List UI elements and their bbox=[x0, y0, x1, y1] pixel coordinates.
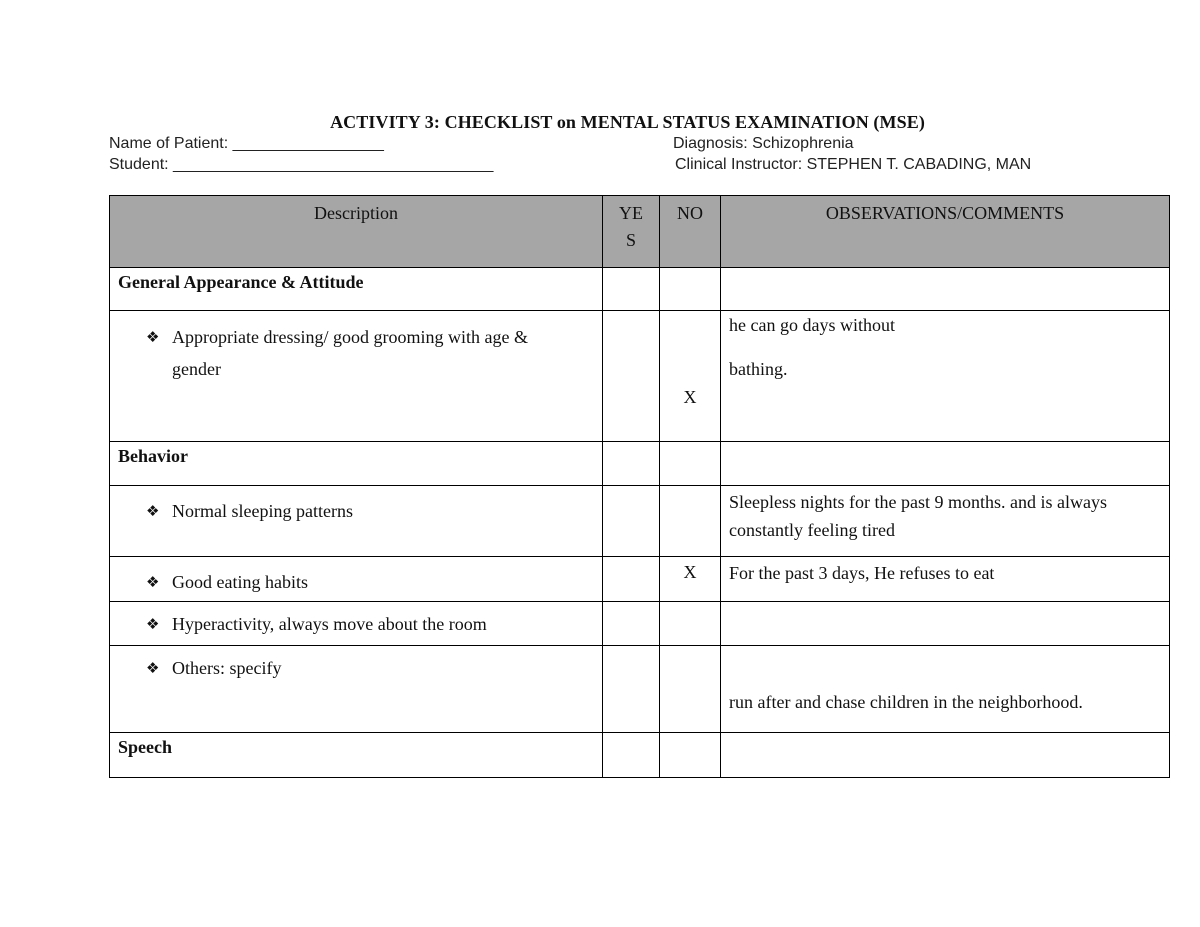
no-cell bbox=[660, 646, 721, 733]
section-row-behavior bbox=[110, 442, 1170, 486]
item-label: ❖ Hyperactivity, always move about the room bbox=[110, 602, 603, 646]
diagnosis-field: Diagnosis: Schizophrenia bbox=[673, 135, 854, 152]
section-label: Behavior bbox=[110, 442, 603, 486]
observations-header: OBSERVATIONS/COMMENTS bbox=[721, 196, 1170, 268]
item-label: ❖ Appropriate dressing/ good grooming with age & gender bbox=[110, 311, 603, 442]
header-row bbox=[110, 196, 1170, 268]
item-label: ❖ Good eating habits bbox=[110, 557, 603, 602]
yes-cell bbox=[603, 646, 660, 733]
yes-cell bbox=[603, 311, 660, 442]
diamond-bullet-icon: ❖ bbox=[146, 328, 160, 346]
item-label: ❖ Others: specify bbox=[110, 646, 603, 733]
document-title: ACTIVITY 3: CHECKLIST on MENTAL STATUS EXAMINATION (MSE) bbox=[330, 112, 925, 132]
item-row-sleeping bbox=[110, 486, 1170, 557]
item-label: ❖ Normal sleeping patterns bbox=[110, 486, 603, 557]
section-row-speech bbox=[110, 733, 1170, 778]
no-cell bbox=[660, 486, 721, 557]
clinical-instructor-field: Clinical Instructor: STEPHEN T. CABADING, MAN bbox=[675, 156, 1032, 173]
diamond-bullet-icon: ❖ bbox=[146, 502, 160, 520]
no-cell bbox=[660, 268, 721, 311]
mse-checklist-table bbox=[109, 195, 1170, 778]
yes-cell bbox=[603, 557, 660, 602]
comment-cell: Sleepless nights for the past 9 months. and is always constantly feeling tired bbox=[721, 486, 1170, 557]
comment-cell bbox=[721, 311, 1170, 442]
yes-cell bbox=[603, 486, 660, 557]
yes-cell bbox=[603, 602, 660, 646]
comment-cell: run after and chase children in the neighborhood. bbox=[721, 646, 1170, 733]
section-label: Speech bbox=[110, 733, 603, 778]
yes-header: YE S bbox=[603, 196, 660, 268]
diamond-bullet-icon: ❖ bbox=[146, 615, 160, 633]
no-header: NO bbox=[660, 196, 721, 268]
no-cell bbox=[660, 602, 721, 646]
no-cell bbox=[660, 311, 721, 442]
yes-cell bbox=[603, 268, 660, 311]
comment-cell bbox=[721, 733, 1170, 778]
comment-cell bbox=[721, 268, 1170, 311]
patient-name-field: Name of Patient: _________________ bbox=[109, 135, 384, 152]
no-cell: X bbox=[660, 557, 721, 602]
comment-cell bbox=[721, 442, 1170, 486]
item-row-others bbox=[110, 646, 1170, 733]
comment-text: bathing. bbox=[729, 359, 788, 379]
item-row-eating bbox=[110, 557, 1170, 602]
student-field: Student: ____________________________________ bbox=[109, 156, 494, 173]
no-mark: X bbox=[683, 387, 697, 407]
diamond-bullet-icon: ❖ bbox=[146, 573, 160, 591]
description-header: Description bbox=[110, 196, 603, 268]
comment-cell: For the past 3 days, He refuses to eat bbox=[721, 557, 1170, 602]
item-row-dressing bbox=[110, 311, 1170, 442]
yes-cell bbox=[603, 442, 660, 486]
yes-cell bbox=[603, 733, 660, 778]
no-cell bbox=[660, 733, 721, 778]
comment-text: he can go days without bbox=[729, 315, 895, 335]
no-cell bbox=[660, 442, 721, 486]
item-row-hyperactivity bbox=[110, 602, 1170, 646]
comment-cell bbox=[721, 602, 1170, 646]
section-label: General Appearance & Attitude bbox=[110, 268, 603, 311]
diamond-bullet-icon: ❖ bbox=[146, 659, 160, 677]
section-row-general-appearance bbox=[110, 268, 1170, 311]
